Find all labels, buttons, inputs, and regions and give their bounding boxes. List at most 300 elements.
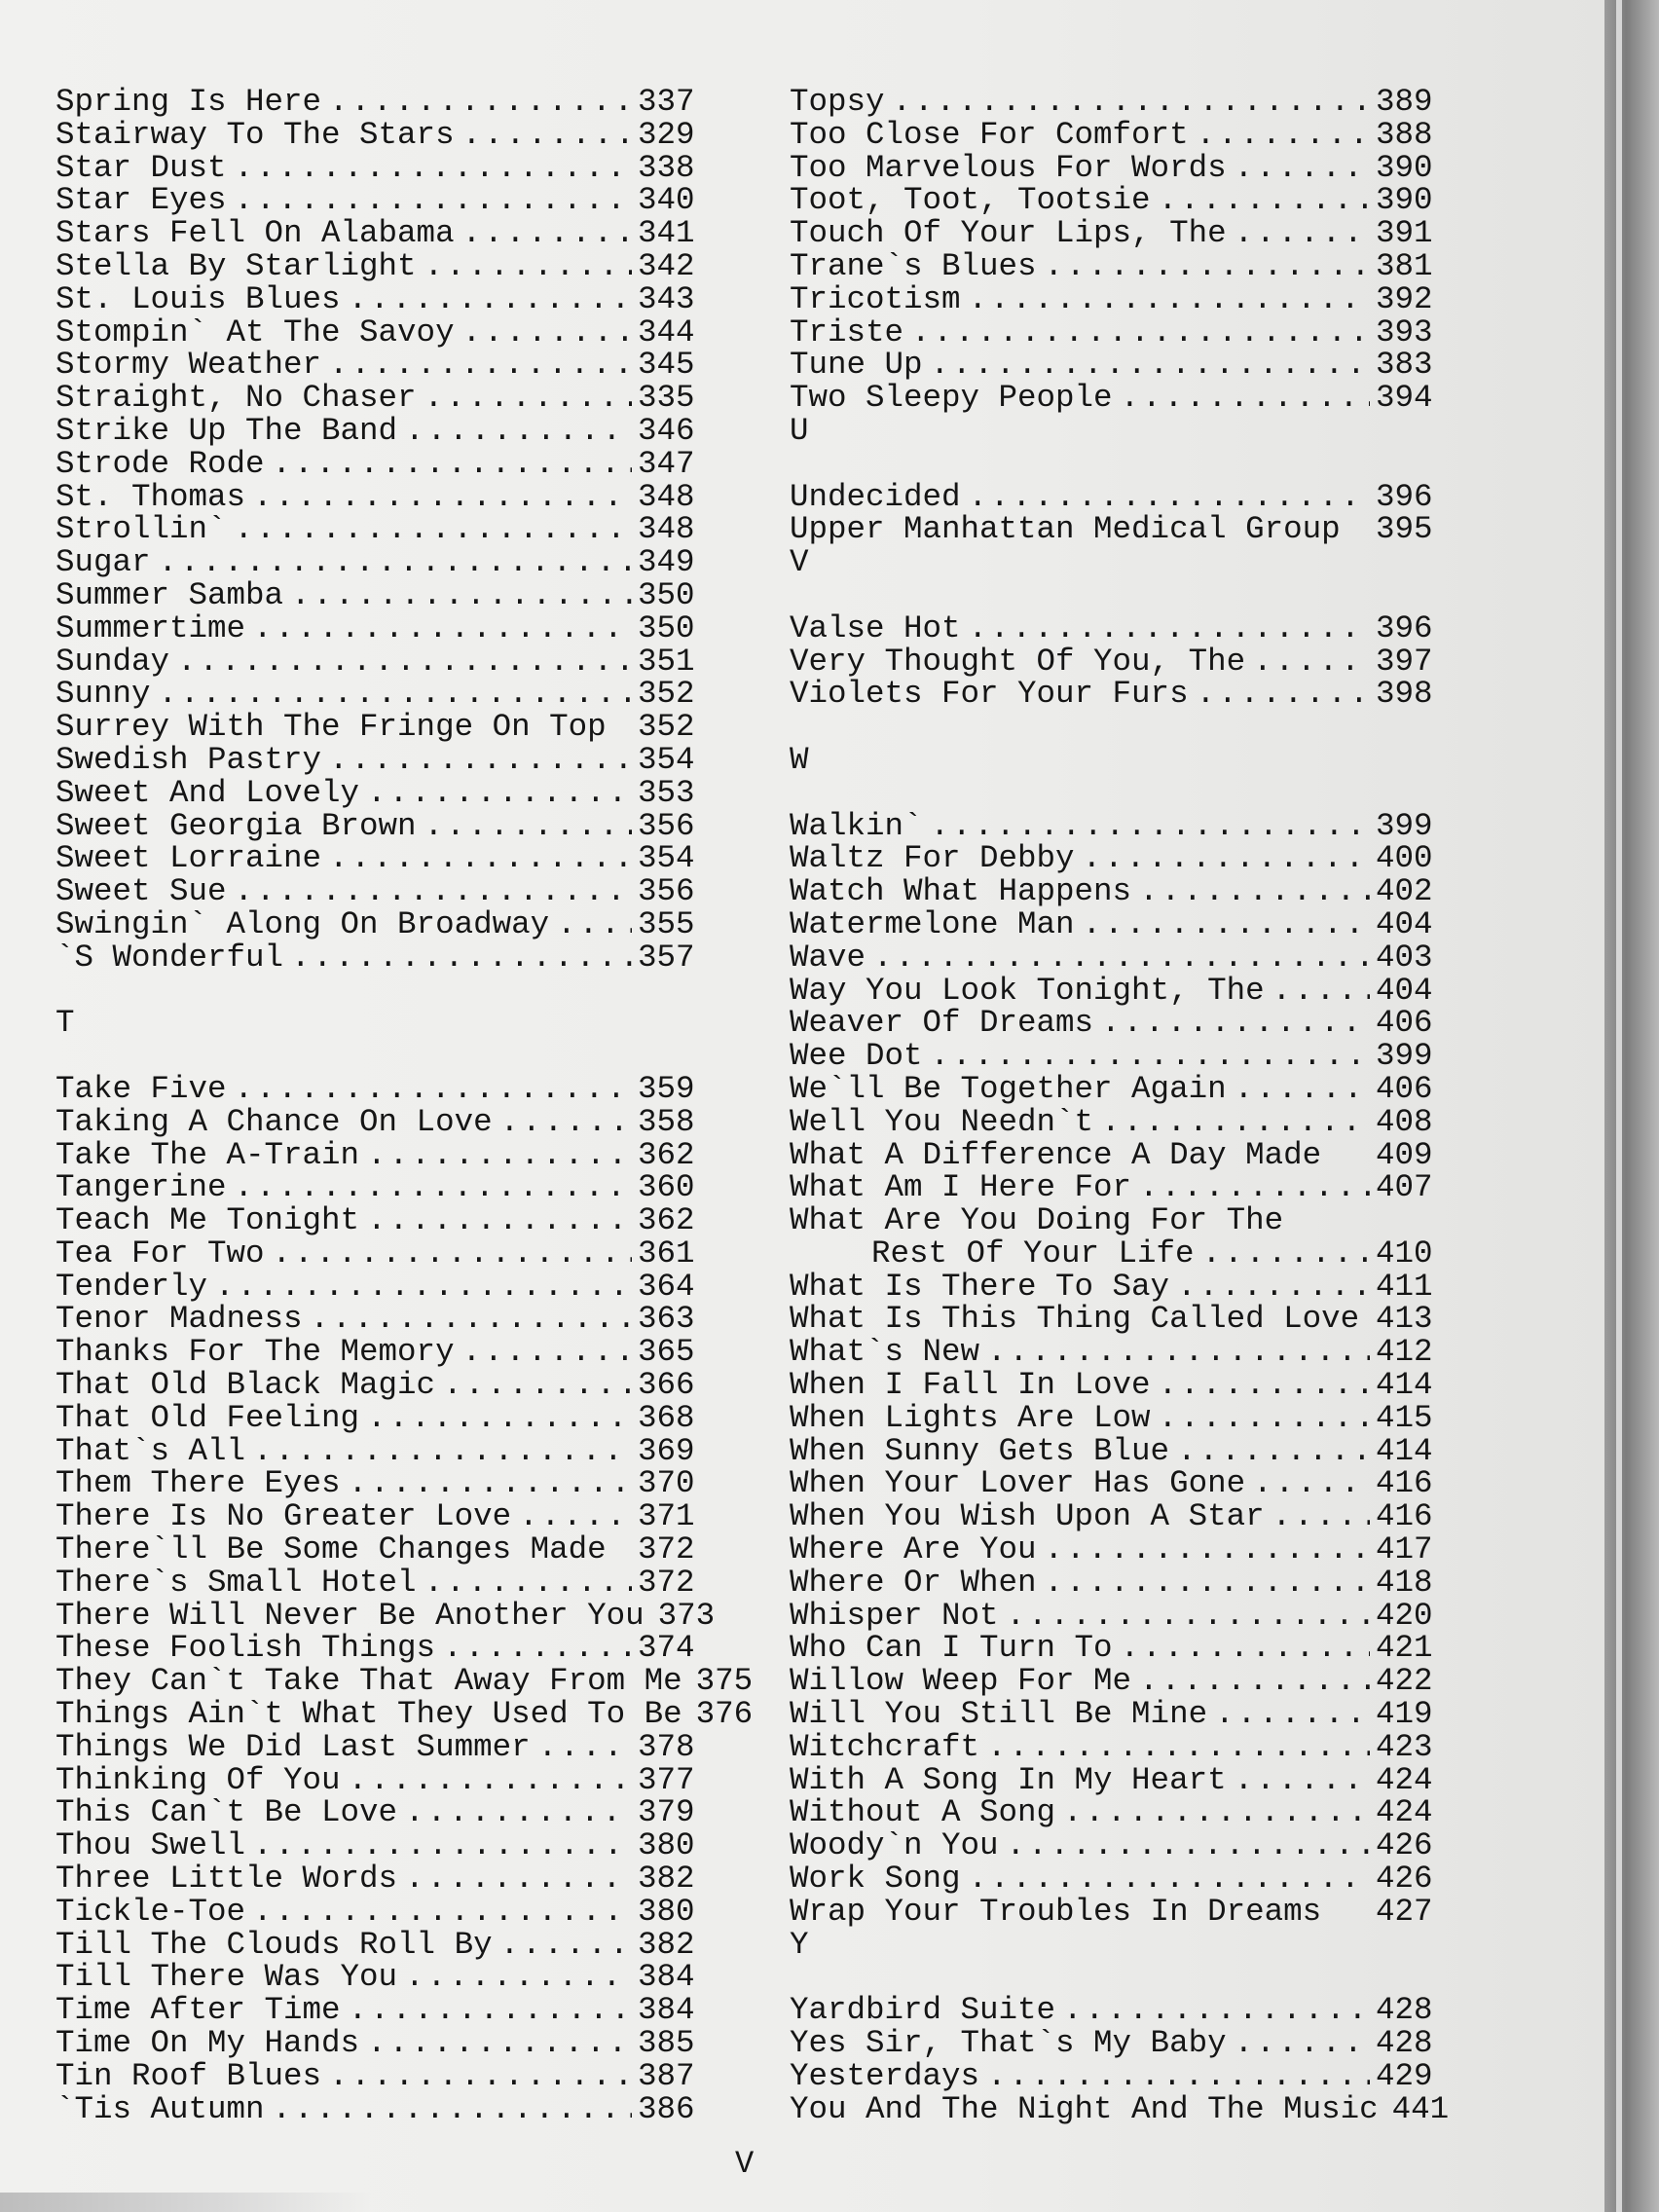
index-entry	[790, 1432, 1436, 1469]
song-title: Where Or When	[790, 1564, 1037, 1601]
page-ref: 393	[1376, 313, 1433, 350]
page-ref: 364	[638, 1268, 695, 1305]
dot-leader	[1235, 1764, 1370, 1797]
dot-leader	[329, 86, 632, 119]
index-entry	[790, 1171, 1436, 1204]
dot-leader	[969, 283, 1370, 316]
index-entry	[790, 184, 1436, 217]
dot-leader	[405, 1961, 632, 1994]
page-ref: 408	[1376, 1103, 1433, 1140]
dot-leader	[500, 1106, 632, 1139]
page-ref: 413	[1376, 1301, 1433, 1338]
index-entry	[790, 875, 1436, 908]
song-title: Touch Of Your Lips, The	[790, 215, 1227, 252]
page-ref: 337	[638, 84, 695, 120]
page-ref: 398	[1376, 676, 1433, 713]
song-title: Thou Swell	[55, 1827, 246, 1864]
index-entry	[790, 1564, 1436, 1601]
index-entry	[790, 382, 1436, 415]
page-ref: 390	[1376, 182, 1433, 219]
song-title: Wave	[790, 939, 866, 976]
index-entry	[790, 478, 1436, 515]
page-ref: 338	[638, 149, 695, 186]
index-entry	[55, 313, 698, 350]
index-entry	[790, 807, 1436, 844]
dot-leader	[1083, 908, 1370, 941]
page-ref: 362	[638, 1202, 695, 1239]
song-title: Stompin` At The Savoy	[55, 313, 455, 350]
page-ref: 350	[638, 576, 695, 613]
song-title: Teach Me Tonight	[55, 1202, 360, 1239]
page-ref: 402	[1376, 873, 1433, 910]
index-entry	[790, 1994, 1436, 2027]
dot-leader	[1253, 1467, 1370, 1500]
song-title: When Sunny Gets Blue	[790, 1432, 1170, 1469]
index-entry	[55, 1399, 698, 1436]
dot-leader	[253, 1829, 632, 1862]
song-title: Yes Sir, That`s My Baby	[790, 2025, 1227, 2062]
song-title: Trane`s Blues	[790, 247, 1037, 284]
dot-leader	[1159, 1369, 1370, 1402]
page-ref: 423	[1376, 1728, 1433, 1765]
song-title: Them There Eyes	[55, 1465, 341, 1502]
index-entry	[790, 1040, 1436, 1073]
song-title: There`ll Be Some Changes Made	[55, 1531, 607, 1568]
index-entry	[790, 1597, 1436, 1634]
page-ref: 381	[1376, 247, 1433, 284]
index-entry	[55, 1663, 754, 1700]
index-entry	[55, 1268, 698, 1305]
index-entry	[55, 1696, 754, 1733]
page-ref: 378	[638, 1728, 695, 1765]
index-entry	[55, 711, 698, 744]
index-entry	[55, 412, 698, 449]
dot-leader	[159, 678, 632, 711]
song-title: Well You Needn`t	[790, 1103, 1094, 1140]
song-title: Violets For Your Furs	[790, 676, 1189, 713]
page-ref: 411	[1376, 1268, 1433, 1305]
index-entry	[790, 116, 1436, 153]
dot-leader	[215, 1271, 632, 1304]
index-entry	[790, 513, 1436, 546]
index-entry	[790, 972, 1436, 1009]
song-title: Time After Time	[55, 1992, 341, 2029]
dot-leader	[1139, 1665, 1370, 1698]
dot-leader	[235, 513, 632, 546]
song-title: `S Wonderful	[55, 939, 284, 976]
dot-leader	[235, 152, 632, 185]
index-entry	[55, 2057, 698, 2094]
dot-leader	[987, 1336, 1370, 1369]
song-title: Star Eyes	[55, 182, 227, 219]
song-title: Sugar	[55, 544, 151, 581]
song-title: That Old Black Magic	[55, 1367, 436, 1404]
index-entry	[55, 546, 698, 579]
index-entry	[790, 1369, 1436, 1402]
song-title: Watermelone Man	[790, 905, 1075, 942]
index-entry	[55, 1136, 698, 1173]
song-title: Take Five	[55, 1070, 227, 1107]
dot-leader	[291, 579, 632, 612]
dot-leader	[1101, 1106, 1370, 1139]
page-ref: 399	[1376, 807, 1433, 844]
index-entry	[55, 1728, 698, 1765]
song-title: Walkin`	[790, 807, 923, 844]
dot-leader	[349, 1467, 632, 1500]
page-ref: 384	[638, 1959, 695, 1996]
index-entry	[55, 905, 698, 942]
song-title: Summer Samba	[55, 576, 284, 613]
dot-leader	[519, 1500, 632, 1533]
index-entry	[55, 1926, 698, 1963]
page-ref: 428	[1376, 1992, 1433, 2029]
index-entry	[55, 941, 698, 975]
song-title: Stars Fell On Alabama	[55, 215, 455, 252]
song-title: Triste	[790, 313, 904, 350]
dot-leader	[311, 1303, 632, 1336]
song-title: When I Fall In Love	[790, 1367, 1151, 1404]
page-ref: 350	[638, 609, 695, 646]
page-ref: 379	[638, 1794, 695, 1831]
dot-leader	[1215, 1698, 1370, 1731]
song-title: Weaver Of Dreams	[790, 1005, 1094, 1042]
index-entry	[790, 349, 1436, 382]
page-ref: 419	[1376, 1696, 1433, 1733]
index-entry	[790, 1533, 1436, 1567]
song-title: Strode Rode	[55, 445, 265, 482]
song-title: Watch What Happens	[790, 873, 1132, 910]
song-title: Too Marvelous For Words	[790, 149, 1227, 186]
song-title: When Lights Are Low	[790, 1399, 1151, 1436]
page-ref: 421	[1376, 1630, 1433, 1667]
song-title: Sunday	[55, 643, 170, 680]
page-ref: 344	[638, 313, 695, 350]
dot-leader	[1235, 1073, 1370, 1106]
index-entry	[55, 678, 698, 711]
dot-leader	[1159, 184, 1370, 217]
index-entry	[790, 1728, 1436, 1765]
index-entry	[790, 1136, 1436, 1173]
index-entry	[790, 247, 1436, 284]
page-ref: 342	[638, 247, 695, 284]
page-ref: 399	[1376, 1038, 1433, 1075]
index-entry	[790, 1500, 1436, 1533]
song-title: Way You Look Tonight, The	[790, 972, 1265, 1009]
song-title: Tea For Two	[55, 1235, 265, 1272]
song-title: That`s All	[55, 1432, 246, 1469]
song-title: Two Sleepy People	[790, 380, 1113, 417]
index-entry	[55, 1961, 698, 1994]
dot-leader	[291, 941, 632, 975]
page-ref: 441	[1391, 2090, 1450, 2127]
blank-line	[55, 975, 698, 1008]
song-title: Stormy Weather	[55, 347, 322, 384]
dot-leader	[1063, 1994, 1370, 2027]
index-entry	[790, 1698, 1436, 1731]
index-entry	[55, 247, 698, 284]
page-ref: 417	[1376, 1531, 1433, 1568]
song-title: Tin Roof Blues	[55, 2057, 322, 2094]
song-title: What Is This Thing Called Love	[790, 1301, 1360, 1338]
section-letter: V	[790, 544, 809, 581]
song-title: What`s New	[790, 1334, 980, 1371]
dot-leader	[273, 2093, 632, 2126]
dot-leader	[1139, 875, 1370, 908]
song-title: Upper Manhattan Medical Group	[790, 511, 1341, 548]
dot-leader	[969, 612, 1370, 645]
song-title: Tenderly	[55, 1268, 208, 1305]
song-title: Time On My Hands	[55, 2025, 360, 2062]
dot-leader	[1235, 217, 1370, 250]
index-entry	[55, 842, 698, 875]
dot-leader	[893, 86, 1370, 119]
index-entry	[55, 280, 698, 317]
page-ref: 362	[638, 1136, 695, 1173]
song-title: What A Difference A Day Made	[790, 1136, 1322, 1173]
page-ref: 422	[1376, 1663, 1433, 1700]
page-ref: 359	[638, 1070, 695, 1107]
page-ref: 372	[638, 1531, 695, 1568]
index-entry	[790, 1829, 1436, 1862]
page-ref: 352	[638, 676, 695, 713]
index-entry	[55, 1336, 698, 1369]
dot-leader	[443, 1632, 632, 1665]
dot-leader	[1177, 1435, 1370, 1468]
dot-leader	[1272, 975, 1370, 1008]
index-column-right	[790, 84, 1450, 2127]
dot-leader	[1235, 152, 1370, 185]
scan-bottom-strip	[0, 2193, 370, 2212]
song-title: Thinking Of You	[55, 1761, 341, 1798]
index-entry	[790, 1204, 1436, 1237]
page-ref: 363	[638, 1301, 695, 1338]
index-entry	[55, 1597, 716, 1634]
index-entry	[790, 941, 1436, 975]
index-entry	[55, 1796, 698, 1829]
dot-leader	[557, 908, 632, 941]
song-title: That Old Feeling	[55, 1399, 360, 1436]
page-ref: 354	[638, 840, 695, 877]
dot-leader	[405, 1862, 632, 1896]
index-entry	[790, 2027, 1436, 2060]
song-title: This Can`t Be Love	[55, 1794, 398, 1831]
dot-leader	[367, 777, 632, 810]
song-title: Undecided	[790, 478, 961, 515]
page-ref: 420	[1376, 1597, 1433, 1634]
dot-leader	[931, 810, 1370, 843]
dot-leader	[1063, 1796, 1370, 1829]
song-title: Surrey With The Fringe On Top	[55, 709, 607, 746]
dot-leader	[367, 1204, 632, 1237]
page-ref: 396	[1376, 478, 1433, 515]
book-spine-edge	[1604, 0, 1659, 2212]
dot-leader	[538, 1731, 632, 1764]
index-entry	[55, 1432, 698, 1469]
dot-leader	[424, 810, 632, 843]
song-title: What Is There To Say	[790, 1268, 1170, 1305]
song-title: `Tis Autumn	[55, 2090, 265, 2127]
page-ref: 387	[638, 2057, 695, 2094]
song-title: Tune Up	[790, 347, 923, 384]
page-ref: 370	[638, 1465, 695, 1502]
dot-leader	[969, 481, 1370, 514]
dot-leader	[1045, 1533, 1370, 1567]
index-entry	[55, 1862, 698, 1896]
index-entry	[790, 1268, 1436, 1305]
dot-leader	[1139, 1171, 1370, 1204]
page-ref: 410	[1376, 1235, 1433, 1272]
song-title: Thanks For The Memory	[55, 1334, 455, 1371]
page-ref: 406	[1376, 1070, 1433, 1107]
song-title: Swingin` Along On Broadway	[55, 905, 550, 942]
song-title: Waltz For Debby	[790, 840, 1075, 877]
page-ref: 360	[638, 1169, 695, 1206]
page-ref: 366	[638, 1367, 695, 1404]
song-title: Toot, Toot, Tootsie	[790, 182, 1151, 219]
song-title: Tricotism	[790, 280, 961, 317]
page-ref: 409	[1376, 1136, 1433, 1173]
page-ref: 428	[1376, 2025, 1433, 2062]
index-entry	[55, 1500, 698, 1533]
page-ref: 397	[1376, 643, 1433, 680]
page-ref: 424	[1376, 1761, 1433, 1798]
song-title: Sweet Lorraine	[55, 840, 322, 877]
index-entry	[55, 1237, 698, 1271]
dot-leader	[1045, 250, 1370, 283]
dot-leader	[405, 415, 632, 448]
page-ref: 406	[1376, 1005, 1433, 1042]
index-entry	[55, 1070, 698, 1107]
dot-leader	[462, 316, 632, 350]
index-entry	[790, 1862, 1436, 1896]
index-entry	[790, 217, 1436, 250]
dot-leader	[367, 2027, 632, 2060]
blank-line	[790, 711, 1436, 744]
song-title: Wrap Your Troubles In Dreams	[790, 1893, 1322, 1930]
page-ref: 403	[1376, 939, 1433, 976]
dot-leader	[273, 448, 632, 481]
page-ref: 373	[657, 1597, 716, 1634]
page-ref: 365	[638, 1334, 695, 1371]
index-entry	[790, 1467, 1436, 1500]
dot-leader	[235, 1171, 632, 1204]
index-entry	[55, 1761, 698, 1798]
page-number: V	[735, 2146, 755, 2182]
song-title: Spring Is Here	[55, 84, 322, 120]
page-ref: 380	[638, 1893, 695, 1930]
index-entry	[55, 2090, 698, 2127]
page-ref: 355	[638, 905, 695, 942]
song-title: Till The Clouds Roll By	[55, 1926, 493, 1963]
song-title: Stella By Starlight	[55, 247, 417, 284]
page-ref: 400	[1376, 840, 1433, 877]
index-entry	[55, 149, 698, 186]
dot-leader	[911, 316, 1370, 350]
section-letter: W	[790, 741, 809, 778]
index-entry	[790, 1632, 1436, 1665]
index-entry	[55, 1632, 698, 1665]
dot-leader	[1121, 382, 1370, 415]
page-ref: 377	[638, 1761, 695, 1798]
index-entry	[55, 1103, 698, 1140]
blank-line	[790, 579, 1436, 612]
dot-leader	[969, 1862, 1370, 1896]
song-title: Swedish Pastry	[55, 741, 322, 778]
index-entry	[55, 478, 698, 515]
song-title: Willow Weep For Me	[790, 1663, 1132, 1700]
index-entry	[55, 86, 698, 119]
song-title: Topsy	[790, 84, 885, 120]
index-entry	[790, 905, 1436, 942]
page-ref: 404	[1376, 905, 1433, 942]
song-title: Sweet Sue	[55, 873, 227, 910]
dot-leader	[424, 250, 632, 283]
page-ref: 384	[638, 1992, 695, 2029]
dot-leader	[329, 2060, 632, 2093]
page-ref: 374	[638, 1630, 695, 1667]
song-title: When You Wish Upon A Star	[790, 1498, 1265, 1535]
song-title: When Your Lover Has Gone	[790, 1465, 1246, 1502]
dot-leader	[462, 119, 632, 152]
song-title: St. Thomas	[55, 478, 246, 515]
index-entry	[55, 349, 698, 382]
index-entry	[790, 2057, 1436, 2094]
page-ref: 376	[695, 1696, 754, 1733]
index-entry	[55, 1171, 698, 1204]
page-ref: 424	[1376, 1794, 1433, 1831]
page-ref: 368	[638, 1399, 695, 1436]
page-ref: 414	[1376, 1432, 1433, 1469]
song-title: Who Can I Turn To	[790, 1630, 1113, 1667]
song-title: Strollin`	[55, 511, 227, 548]
index-entry	[790, 609, 1436, 646]
section-letter: T	[55, 1005, 75, 1042]
page-ref: 429	[1376, 2057, 1433, 2094]
index-column-left	[55, 84, 754, 2127]
page-ref: 427	[1376, 1893, 1433, 1930]
index-entry	[55, 1994, 698, 2027]
dot-leader	[1197, 119, 1370, 152]
dot-leader	[1177, 1271, 1370, 1304]
page-ref: 385	[638, 2025, 695, 2062]
index-entry	[790, 842, 1436, 875]
page-ref: 358	[638, 1103, 695, 1140]
index-entry	[790, 313, 1436, 350]
index-entry	[55, 382, 698, 415]
index-entry	[790, 1796, 1436, 1829]
dot-leader	[500, 1929, 632, 1962]
index-entry	[55, 1829, 698, 1862]
dot-leader	[329, 349, 632, 382]
index-entry	[790, 1893, 1436, 1930]
dot-leader	[253, 612, 632, 645]
index-entry	[790, 2090, 1450, 2127]
song-title: There Will Never Be Another You	[55, 1597, 645, 1634]
index-entry	[55, 1369, 698, 1402]
song-title: There`s Small Hotel	[55, 1564, 417, 1601]
index-entry	[55, 1893, 698, 1930]
dot-leader	[424, 1567, 632, 1600]
song-title: Sweet And Lovely	[55, 774, 360, 811]
song-title: What Are You Doing For The	[790, 1202, 1284, 1239]
index-entry	[790, 1336, 1436, 1369]
song-title: Star Dust	[55, 149, 227, 186]
page-ref: 407	[1376, 1169, 1433, 1206]
song-title: Without A Song	[790, 1794, 1056, 1831]
index-entry	[55, 875, 698, 908]
song-title: With A Song In My Heart	[790, 1761, 1227, 1798]
index-entry	[790, 280, 1436, 317]
